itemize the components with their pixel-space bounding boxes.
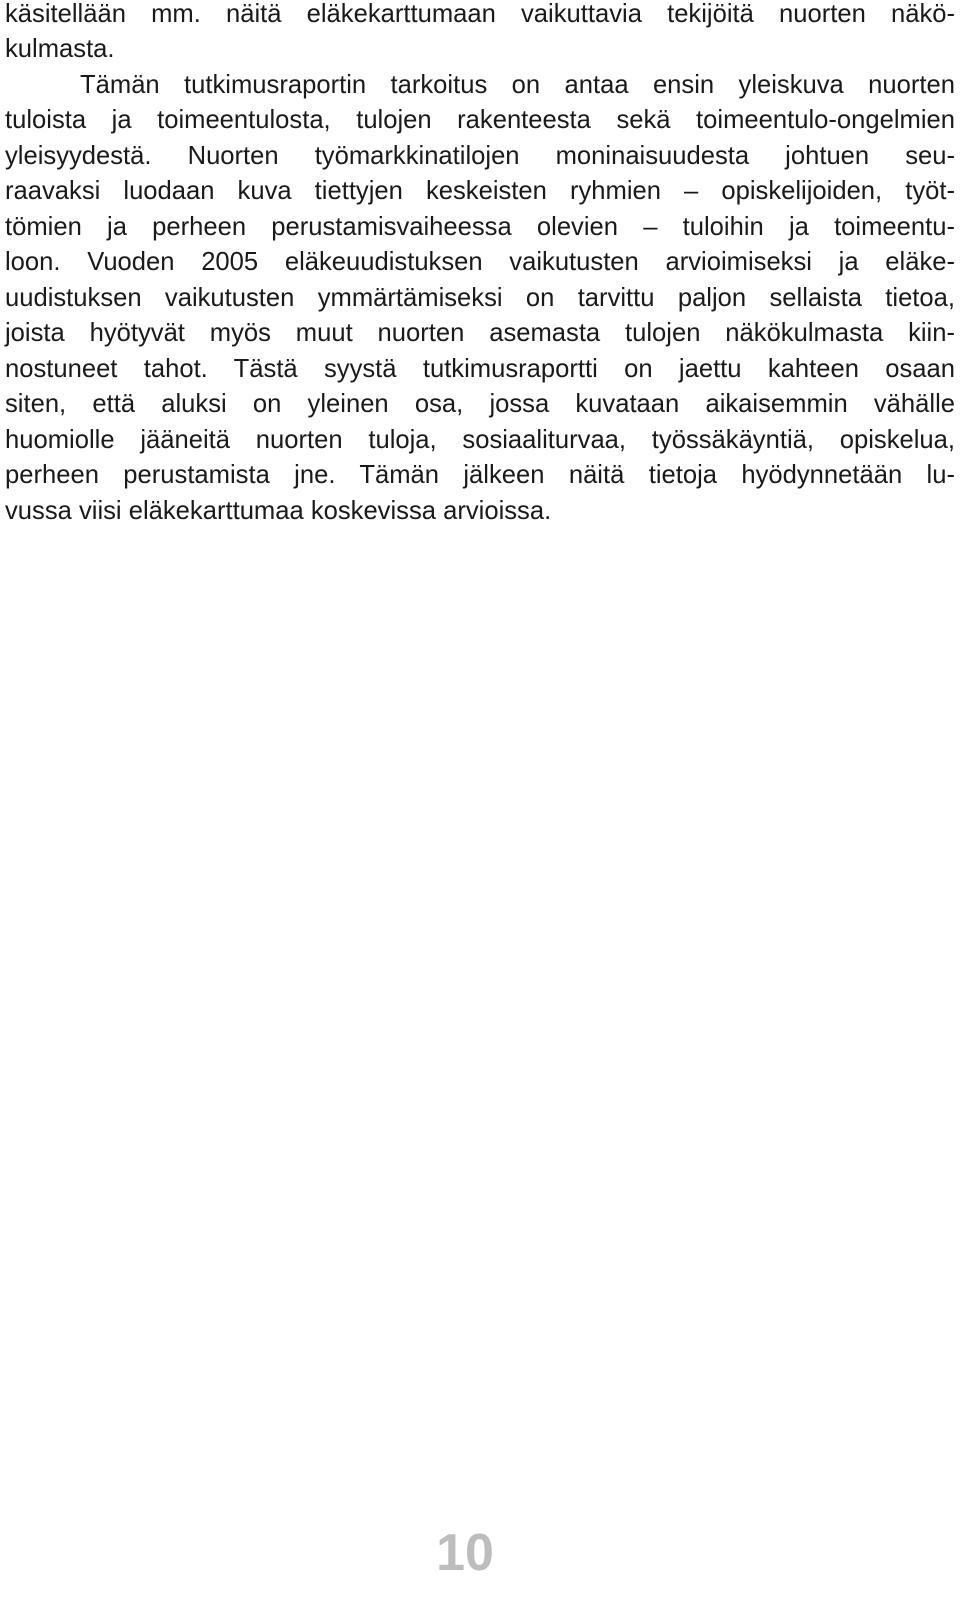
text-line: loon. Vuoden 2005 eläkeuudistuksen vaikutusten arvioimiseksi ja eläke-: [5, 248, 955, 276]
text-line: perheen perustamista jne. Tämän jälkeen näitä tietoja hyödynnetään lu-: [5, 461, 955, 489]
text-line: joista hyötyvät myös muut nuorten asemasta tulojen näkökulmasta kiin-: [5, 319, 955, 347]
text-line: vussa viisi eläkekarttumaa koskevissa arvioissa.: [5, 497, 552, 525]
page-number: 10: [436, 1524, 494, 1582]
text-line: tömien ja perheen perustamisvaiheessa olevien – tuloihin ja toimeentu-: [5, 213, 955, 241]
text-line: käsitellään mm. näitä eläkekarttumaan vaikuttavia tekijöitä nuorten näkö-: [5, 0, 955, 28]
text-line: yleisyydestä. Nuorten työmarkkinatilojen moninaisuudesta johtuen seu-: [5, 142, 955, 170]
text-line: siten, että aluksi on yleinen osa, jossa kuvataan aikaisemmin vähälle: [5, 390, 955, 418]
text-line: kulmasta.: [5, 35, 115, 63]
text-line: nostuneet tahot. Tästä syystä tutkimusraportti on jaettu kahteen osaan: [5, 355, 955, 383]
text-line: huomiolle jääneitä nuorten tuloja, sosiaaliturvaa, työssäkäyntiä, opiskelua,: [5, 426, 955, 454]
text-line: tuloista ja toimeentulosta, tulojen rakenteesta sekä toimeentulo-ongelmien: [5, 106, 955, 134]
text-line: uudistuksen vaikutusten ymmärtämiseksi on tarvittu paljon sellaista tietoa,: [5, 284, 955, 312]
text-line: Tämän tutkimusraportin tarkoitus on antaa ensin yleiskuva nuorten: [80, 71, 955, 99]
text-line: raavaksi luodaan kuva tiettyjen keskeisten ryhmien – opiskelijoiden, työt-: [5, 177, 955, 205]
